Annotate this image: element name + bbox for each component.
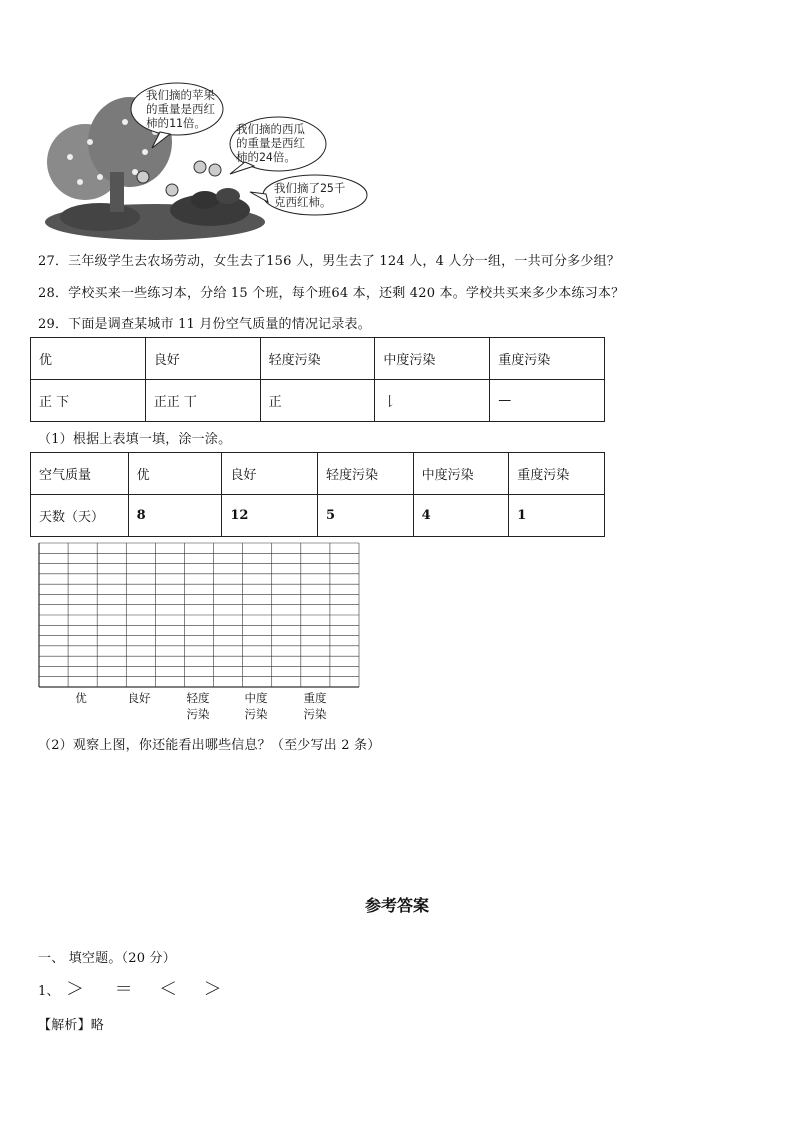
- bubble1-line3: 柿的11倍。: [146, 116, 206, 130]
- summary-row-label: 天数（天）: [31, 495, 129, 537]
- summary-header-cell: 重度污染: [509, 453, 605, 495]
- tally-header-cell: 重度污染: [490, 338, 605, 380]
- answer-1-symbol: ＞: [203, 979, 222, 1000]
- answer-1-symbol: ＝: [114, 979, 133, 1000]
- summary-value-cell: 5: [317, 495, 413, 537]
- tally-mark-cell: 正正 丅: [145, 380, 260, 422]
- analysis-note: 【解析】略: [38, 1018, 105, 1033]
- x-tick-label: 中度 污染: [244, 691, 268, 721]
- bubble1-line2: 的重量是西红: [146, 102, 215, 116]
- sub-question-1: （1）根据上表填一填，涂一涂。: [38, 432, 232, 447]
- x-tick-label: 优: [75, 691, 87, 705]
- summary-header-label: 空气质量: [31, 453, 129, 495]
- summary-table: [30, 452, 605, 537]
- chart-x-labels: [38, 690, 360, 724]
- summary-value-cell: 1: [509, 495, 605, 537]
- question-27: 27．三年级学生去农场劳动，女生去了156 人，男生去了 124 人，4 人分一组，一共可分多少组？: [38, 254, 620, 269]
- x-tick-label: 良好: [127, 691, 151, 705]
- tally-header-cell: 优: [31, 338, 146, 380]
- answer-1-symbol: ＞: [66, 979, 85, 1000]
- tally-table: [30, 337, 605, 422]
- bubble2-line1: 我们摘的西瓜: [236, 122, 305, 136]
- bubble3-line1: 我们摘了25千: [274, 181, 346, 195]
- bubble3-line2: 克西红柿。: [274, 195, 332, 209]
- summary-value-cell: 12: [222, 495, 318, 537]
- answer-title: 参考答案: [364, 896, 429, 915]
- tally-mark-cell: 正 下: [31, 380, 146, 422]
- tally-header-cell: 轻度污染: [260, 338, 375, 380]
- answer-1: [38, 975, 222, 1001]
- tally-mark-cell: —: [490, 380, 605, 422]
- bubble2-line3: 柿的24倍。: [236, 150, 296, 164]
- question-29: 29．下面是调查某城市 11 月份空气质量的情况记录表。: [38, 317, 371, 332]
- summary-value-cell: 4: [413, 495, 509, 537]
- summary-header-cell: 轻度污染: [317, 453, 413, 495]
- section-1-heading: 一、 填空题。（20 分）: [38, 951, 176, 966]
- tally-mark-cell: 正: [260, 380, 375, 422]
- summary-header-cell: 良好: [222, 453, 318, 495]
- farm-illustration: [40, 82, 370, 242]
- tally-mark-cell: 𠄌: [375, 380, 490, 422]
- question-28: 28．学校买来一些练习本，分给 15 个班，每个班64 本，还剩 420 本。学校共买来多少本练习本？: [38, 286, 625, 301]
- summary-value-cell: 8: [128, 495, 222, 537]
- sub-question-2: （2）观察上图，你还能看出哪些信息？（至少写出 2 条）: [38, 738, 381, 753]
- x-tick-label: 轻度 污染: [186, 691, 210, 721]
- x-tick-label: 重度 污染: [303, 691, 327, 721]
- summary-header-cell: 优: [128, 453, 222, 495]
- bubble1-line1: 我们摘的苹果: [146, 88, 215, 102]
- tally-header-cell: 中度污染: [375, 338, 490, 380]
- bubble2-line2: 的重量是西红: [236, 136, 305, 150]
- bar-chart-grid: [38, 542, 360, 688]
- tally-header-cell: 良好: [145, 338, 260, 380]
- answer-1-prefix: 1、: [38, 984, 60, 999]
- summary-header-cell: 中度污染: [413, 453, 509, 495]
- answer-1-symbol: ＜: [159, 979, 178, 1000]
